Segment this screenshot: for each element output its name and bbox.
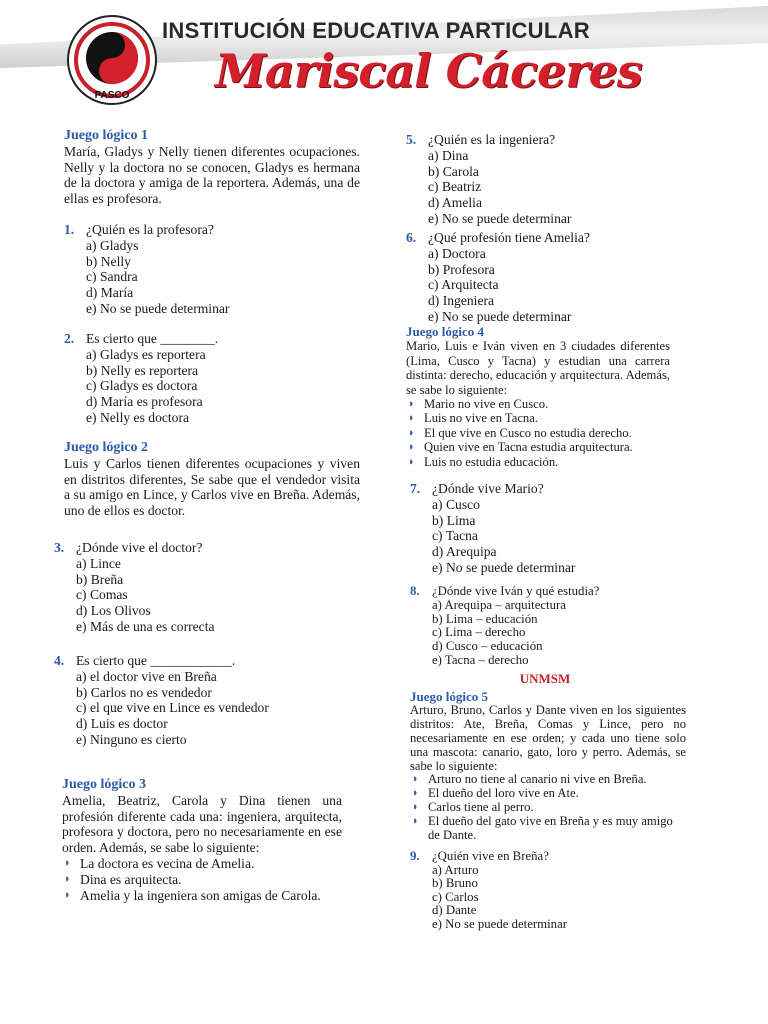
q9-option: a) Arturo (432, 862, 479, 877)
q9-text: ¿Quién vive en Breña? (432, 849, 549, 863)
jl3-title: Juego lógico 3 (62, 777, 146, 792)
q2-option: d) María es profesora (86, 394, 203, 410)
bullet-icon: ◗ (408, 426, 415, 439)
q6-option: e) No se puede determinar (428, 308, 572, 324)
bullet-icon: ◗ (408, 412, 415, 425)
q2-text: Es cierto que ________. (86, 331, 219, 346)
q3-option: b) Breña (76, 571, 124, 587)
q2-option: a) Gladys es reportera (86, 346, 206, 362)
q4-option: b) Carlos no es vendedor (76, 684, 212, 700)
jl2-title: Juego lógico 2 (64, 440, 148, 455)
bullet-icon: ◗ (412, 787, 419, 800)
jl3-block (62, 777, 342, 903)
unmsm-label: UNMSM (519, 671, 571, 686)
left-column (64, 128, 360, 207)
bullet-icon: ◗ (408, 398, 415, 411)
q5-option: c) Beatriz (428, 179, 482, 195)
jl3-text: Amelia, Beatriz, Carola y Dina tienen una profesión diferente cada una: ingeniera, arquitecta, profesora y doctora, pero no necesariamente en ese orden. Además, se sabe lo siguiente: (62, 792, 342, 856)
q4-option: d) Luis es doctor (76, 716, 168, 732)
jl3-bullet: ◗ Amelia y la ingeniera son amigas de Carola. (64, 887, 321, 903)
q7-option: c) Tacna (432, 528, 478, 544)
q1-text: ¿Quién es la profesora? (86, 222, 214, 237)
q2-option: c) Gladys es doctora (86, 378, 198, 394)
jl4-bullet: ◗ Luis no vive en Tacna. (408, 411, 538, 426)
q3-option: a) Lince (76, 555, 121, 571)
school-logo (66, 14, 158, 106)
bullet-icon: ◗ (64, 872, 71, 885)
question-3 (54, 540, 360, 635)
q6-text: ¿Qué profesión tiene Amelia? (428, 230, 590, 245)
q6-option: d) Ingeniera (428, 293, 495, 309)
q9-option: e) No se puede determinar (432, 916, 568, 931)
question-6 (406, 230, 676, 325)
q8-option: a) Arequipa – arquitectura (432, 597, 566, 612)
q6-option: b) Profesora (428, 261, 495, 277)
jl4-title: Juego lógico 4 (406, 324, 484, 339)
q9-number: 9. (410, 849, 420, 863)
q8-number: 8. (410, 584, 420, 598)
jl5-text: Arturo, Bruno, Carlos y Dante viven en los siguientes distritos: Ate, Breña, Comas y Lince, pero no necesariamente en ese orden; y cada uno tiene solo una mascota: canario, gato, loro y perro. Además, se sabe lo siguiente: (410, 702, 686, 773)
question-7 (410, 481, 680, 576)
jl3-bullet: ◗ Dina es arquitecta. (64, 871, 182, 887)
bullet-icon: ◗ (408, 441, 415, 454)
jl5-bullet: ◗ El dueño del gato vive en Breña y es muy amigo de Dante. (412, 814, 673, 843)
q4-option: c) el que vive en Lince es vendedor (76, 700, 269, 716)
q7-option: d) Arequipa (432, 544, 497, 560)
jl4-bullet: ◗ Luis no estudia educación. (408, 454, 559, 469)
q1-option: d) María (86, 285, 134, 301)
q8-option: d) Cusco – educación (432, 639, 543, 654)
jl4-bullet: ◗ El que vive en Cusco no estudia derecho. (408, 425, 632, 440)
jl4-text: Mario, Luis e Iván viven en 3 ciudades diferentes (Lima, Cusco y Tacna) y estudian una carrera distinta: derecho, educación y arquitectura. Además, se sabe lo siguiente: (406, 339, 670, 397)
bullet-icon: ◗ (64, 888, 71, 901)
q7-option: e) No se puede determinar (432, 559, 576, 575)
q5-option: a) Dina (428, 147, 469, 163)
q6-option: a) Doctora (428, 245, 486, 261)
source-label (410, 671, 680, 687)
q8-text: ¿Dónde vive Iván y qué estudia? (432, 584, 600, 598)
q3-option: d) Los Olivos (76, 603, 151, 619)
jl5-bullet: ◗ El dueño del loro vive en Ate. (412, 786, 579, 801)
bullet-icon: ◗ (412, 773, 419, 786)
jl1-text: María, Gladys y Nelly tienen diferentes ocupaciones. Nelly y la doctora no se conocen, Gladys es hermana de la doctora y amiga de la reportera. Además, una de ellas es profesora. (64, 143, 360, 207)
q1-number: 1. (64, 222, 75, 237)
bullet-icon: ◗ (64, 856, 71, 869)
q8-option: e) Tacna – derecho (432, 652, 529, 667)
q9-option: c) Carlos (432, 889, 479, 904)
q6-number: 6. (406, 230, 417, 245)
q3-number: 3. (54, 540, 65, 555)
q8-option: c) Lima – derecho (432, 625, 526, 640)
q1-option: b) Nelly (86, 253, 131, 269)
q2-option: b) Nelly es reportera (86, 362, 199, 378)
q3-option: e) Más de una es correcta (76, 618, 215, 634)
q4-text: Es cierto que ____________. (76, 653, 236, 668)
jl4-block (406, 325, 670, 469)
institution-title: INSTITUCIÓN EDUCATIVA PARTICULAR (162, 18, 590, 43)
jl5-bullet: ◗ Arturo no tiene al canario ni vive en Breña. (412, 772, 647, 787)
q6-option: c) Arquitecta (428, 277, 499, 293)
brand-name: Mariscal Cáceres (215, 44, 642, 98)
jl1-title: Juego lógico 1 (64, 128, 148, 143)
question-8 (410, 585, 680, 668)
q4-number: 4. (54, 653, 65, 668)
q3-option: c) Comas (76, 587, 128, 603)
q4-option: a) el doctor vive en Breña (76, 668, 217, 684)
page-header (0, 0, 768, 120)
jl4-bullet: ◗ Mario no vive en Cusco. (408, 397, 549, 412)
q7-text: ¿Dónde vive Mario? (432, 481, 544, 496)
question-5 (406, 132, 676, 227)
q7-option: a) Cusco (432, 496, 480, 512)
jl5-block (410, 690, 686, 843)
q5-option: b) Carola (428, 163, 479, 179)
jl5-bullet: ◗ Carlos tiene al perro. (412, 800, 534, 815)
bullet-icon: ◗ (408, 455, 415, 468)
bullet-icon: ◗ (412, 815, 419, 828)
jl5-title: Juego lógico 5 (410, 689, 488, 704)
jl4-bullet: ◗ Quien vive en Tacna estudia arquitectura. (408, 440, 633, 455)
question-1 (64, 222, 360, 317)
q8-option: b) Lima – educación (432, 611, 538, 626)
q5-number: 5. (406, 132, 417, 147)
question-4 (54, 653, 360, 748)
q5-option: d) Amelia (428, 195, 482, 211)
q1-option: a) Gladys (86, 237, 139, 253)
q9-option: d) Dante (432, 903, 477, 918)
q1-option: c) Sandra (86, 269, 138, 285)
q2-number: 2. (64, 331, 75, 346)
q4-option: e) Ninguno es cierto (76, 731, 187, 747)
q5-text: ¿Quién es la ingeniera? (428, 132, 556, 147)
bullet-icon: ◗ (412, 801, 419, 814)
q3-text: ¿Dónde vive el doctor? (76, 540, 203, 555)
q1-option: e) No se puede determinar (86, 300, 230, 316)
q9-option: b) Bruno (432, 876, 478, 891)
q7-number: 7. (410, 481, 421, 496)
jl2-block (64, 440, 360, 519)
q2-option: e) Nelly es doctora (86, 409, 190, 425)
jl2-text: Luis y Carlos tienen diferentes ocupaciones y viven en distritos diferentes, Se sabe que el vendedor visita a su amigo en Lince, y Carlos vive en Breña. Además, uno de ellos es doctor. (64, 455, 360, 519)
q5-option: e) No se puede determinar (428, 210, 572, 226)
svg-text:PASCO: PASCO (94, 90, 130, 101)
q7-option: b) Lima (432, 512, 476, 528)
question-9 (410, 850, 680, 932)
jl3-bullet: ◗ La doctora es vecina de Amelia. (64, 855, 255, 871)
question-2 (64, 331, 360, 426)
